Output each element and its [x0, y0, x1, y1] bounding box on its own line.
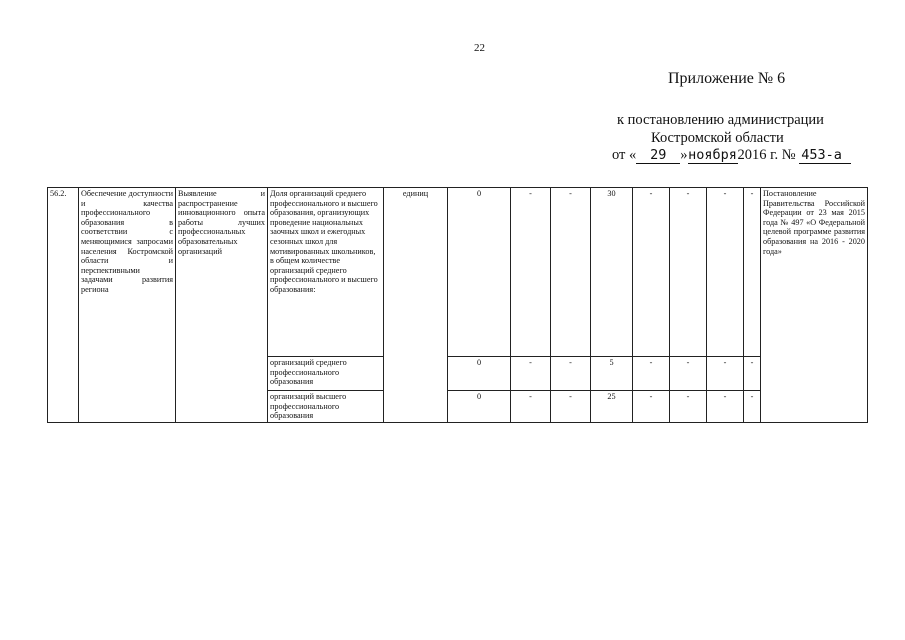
- value-cell: -: [707, 188, 744, 357]
- header-date-line: [612, 147, 851, 164]
- value-cell: 30: [591, 188, 633, 357]
- value-cell: -: [670, 357, 707, 391]
- value-cell: -: [744, 357, 761, 391]
- appendix-title: Приложение № 6: [668, 70, 786, 87]
- source-cell: Постановление Правительства Российской Федерации от 23 мая 2015 года № 497 «О Федеральной целевой программе развития образования на 2016 - 2020 года»: [761, 188, 868, 423]
- value-cell: 0: [448, 188, 511, 357]
- date-month: ноября: [688, 147, 737, 163]
- row-id-cell: 56.2.: [48, 188, 79, 423]
- value-cell: -: [744, 391, 761, 423]
- value-cell: -: [633, 188, 670, 357]
- decree-number: 453-а: [799, 148, 851, 164]
- value-cell: -: [511, 357, 551, 391]
- value-cell: 0: [448, 391, 511, 423]
- value-cell: -: [551, 357, 591, 391]
- value-cell: -: [707, 391, 744, 423]
- date-year: 2016 г. №: [737, 147, 796, 163]
- indicator-cell: Доля организаций среднего профессионального и высшего образования, организующих проведение национальных заочных школ и ежегодных сезонных школ для мотивированных школьников, в общем количестве организаций среднего профессионального и высшего образования:: [268, 188, 384, 357]
- value-cell: -: [551, 391, 591, 423]
- header-line-1: к постановлению администрации: [617, 112, 824, 128]
- header-line-2: Костромской области: [651, 130, 784, 146]
- value-cell: -: [511, 391, 551, 423]
- value-cell: -: [633, 391, 670, 423]
- indicator-cell: организаций высшего профессионального образования: [268, 391, 384, 423]
- value-cell: -: [744, 188, 761, 357]
- task-cell: Выявление и распространение инновационного опыта работы лучших профессиональных образовательных организаций: [176, 188, 268, 423]
- value-cell: -: [633, 357, 670, 391]
- value-cell: -: [670, 391, 707, 423]
- date-day: 29: [636, 148, 680, 164]
- value-cell: 5: [591, 357, 633, 391]
- value-cell: -: [707, 357, 744, 391]
- page-number: 22: [474, 42, 485, 54]
- unit-cell: единиц: [384, 188, 448, 423]
- value-cell: 0: [448, 357, 511, 391]
- value-cell: -: [551, 188, 591, 357]
- date-prefix: от «: [612, 147, 637, 163]
- date-mid: »: [680, 147, 688, 163]
- value-cell: 25: [591, 391, 633, 423]
- value-cell: -: [511, 188, 551, 357]
- indicator-cell: организаций среднего профессионального образования: [268, 357, 384, 391]
- program-indicators-table: [47, 187, 868, 423]
- goal-cell: Обеспечение доступности и качества профессионального образования в соответствии с меняющимися запросами населения Костромской области и перспективными задачами развития региона: [79, 188, 176, 423]
- value-cell: -: [670, 188, 707, 357]
